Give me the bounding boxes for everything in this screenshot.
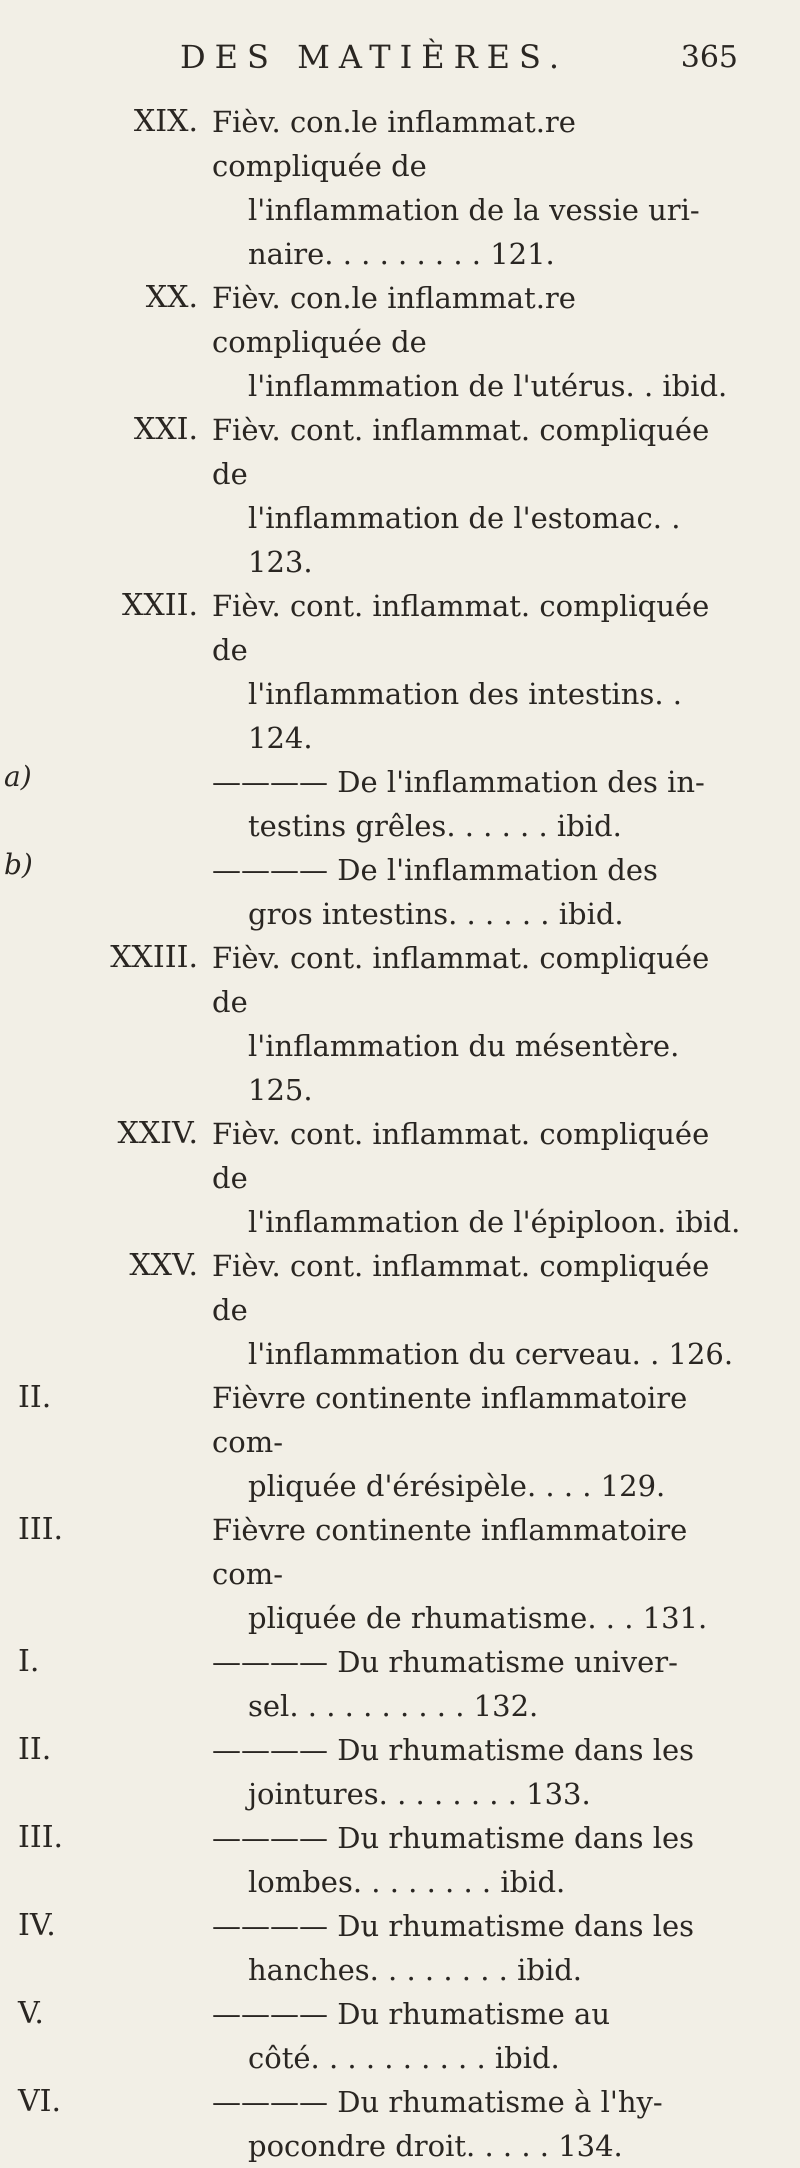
toc-subentry — [0, 1640, 800, 1728]
entry-line: Fièv. cont. inflammat. compliquée de — [212, 1249, 710, 1327]
entry-line: gros intestins. . . . . . ibid. — [248, 897, 624, 931]
entry-line: ———— Du rhumatisme univer- — [212, 1645, 678, 1679]
toc-subentry — [0, 1816, 800, 1904]
entry-line: hanches. . . . . . . . ibid. — [248, 1953, 582, 1987]
toc-entry — [0, 1244, 800, 1376]
entry-line: l'inflammation de l'estomac. . 123. — [248, 501, 681, 579]
entry-line: ———— De l'inflammation des in- — [212, 765, 705, 799]
toc-entry — [0, 1112, 800, 1244]
entry-line: l'inflammation des intestins. . 124. — [248, 677, 683, 755]
margin-note: a) — [4, 760, 32, 793]
toc-subentry — [0, 848, 800, 936]
entry-number: III. — [18, 1512, 64, 1547]
toc-entry — [0, 1376, 800, 1508]
entry-line: Fièv. cont. inflammat. compliquée de — [212, 1117, 710, 1195]
entry-number: I. — [18, 1644, 40, 1679]
entry-line: sel. . . . . . . . . . 132. — [248, 1689, 539, 1723]
entry-number: XIX. — [133, 104, 198, 139]
entry-number: XX. — [145, 280, 198, 315]
entry-number: III. — [18, 1820, 64, 1855]
entry-line: naire. . . . . . . . . 121. — [248, 237, 555, 271]
entry-line: pocondre droit. . . . . 134. — [248, 2129, 623, 2163]
entry-line: Fièv. cont. inflammat. compliquée de — [212, 941, 710, 1019]
entry-number: XXV. — [129, 1248, 198, 1283]
entry-line: pliquée de rhumatisme. . . 131. — [248, 1601, 708, 1635]
entry-number: II. — [18, 1732, 52, 1767]
entry-line: ———— Du rhumatisme dans les — [212, 1909, 695, 1943]
entry-line: côté. . . . . . . . . . ibid. — [248, 2041, 560, 2075]
entry-line: lombes. . . . . . . . ibid. — [248, 1865, 566, 1899]
entry-line: l'inflammation du mésentère. 125. — [248, 1029, 680, 1107]
entry-number: XXIV. — [117, 1116, 198, 1151]
entry-line: l'inflammation du cerveau. . 126. — [248, 1337, 734, 1371]
entry-line: ———— Du rhumatisme dans les — [212, 1733, 695, 1767]
entry-number: IV. — [18, 1908, 56, 1943]
entry-line: l'inflammation de l'utérus. . ibid. — [248, 369, 728, 403]
toc-entry — [0, 936, 800, 1112]
entry-line: testins grêles. . . . . . ibid. — [248, 809, 622, 843]
entry-line: l'inflammation de la vessie uri- — [248, 193, 700, 227]
toc-subentry — [0, 760, 800, 848]
toc-subentry — [0, 2080, 800, 2168]
entry-line: jointures. . . . . . . . 133. — [248, 1777, 591, 1811]
entry-line: ———— Du rhumatisme à l'hy- — [212, 2085, 663, 2119]
entry-line: pliquée d'érésipèle. . . . 129. — [248, 1469, 666, 1503]
entry-line: ———— De l'inflammation des — [212, 853, 658, 887]
page-header — [0, 0, 800, 100]
entry-number: VI. — [18, 2084, 62, 2119]
toc-entry — [0, 276, 800, 408]
toc-subentry — [0, 1904, 800, 1992]
entry-line: Fièv. con.le inflammat.re compliquée de — [212, 105, 576, 183]
toc-entry — [0, 1508, 800, 1640]
toc-entry — [0, 584, 800, 760]
entry-line: Fièv. cont. inflammat. compliquée de — [212, 413, 710, 491]
toc-subentry — [0, 1728, 800, 1816]
entry-number: XXII. — [122, 588, 198, 623]
page-number: 365 — [680, 40, 738, 75]
entry-line: ———— Du rhumatisme au — [212, 1997, 611, 2031]
table-of-contents — [0, 100, 800, 2168]
entry-line: l'inflammation de l'épiploon. ibid. — [248, 1205, 741, 1239]
entry-line: Fièv. con.le inflammat.re compliquée de — [212, 281, 576, 359]
toc-subentry — [0, 1992, 800, 2080]
entry-number: II. — [18, 1380, 52, 1415]
entry-number: XXI. — [133, 412, 198, 447]
margin-note: b) — [4, 848, 33, 881]
toc-entry — [0, 100, 800, 276]
entry-line: Fièv. cont. inflammat. compliquée de — [212, 589, 710, 667]
entry-line: Fièvre continente inflammatoire com- — [212, 1381, 688, 1459]
running-title: DES MATIÈRES. — [180, 38, 568, 76]
toc-entry — [0, 408, 800, 584]
entry-line: Fièvre continente inflammatoire com- — [212, 1513, 688, 1591]
entry-number: V. — [18, 1996, 44, 2031]
entry-number: XXIII. — [110, 940, 198, 975]
entry-line: ———— Du rhumatisme dans les — [212, 1821, 695, 1855]
